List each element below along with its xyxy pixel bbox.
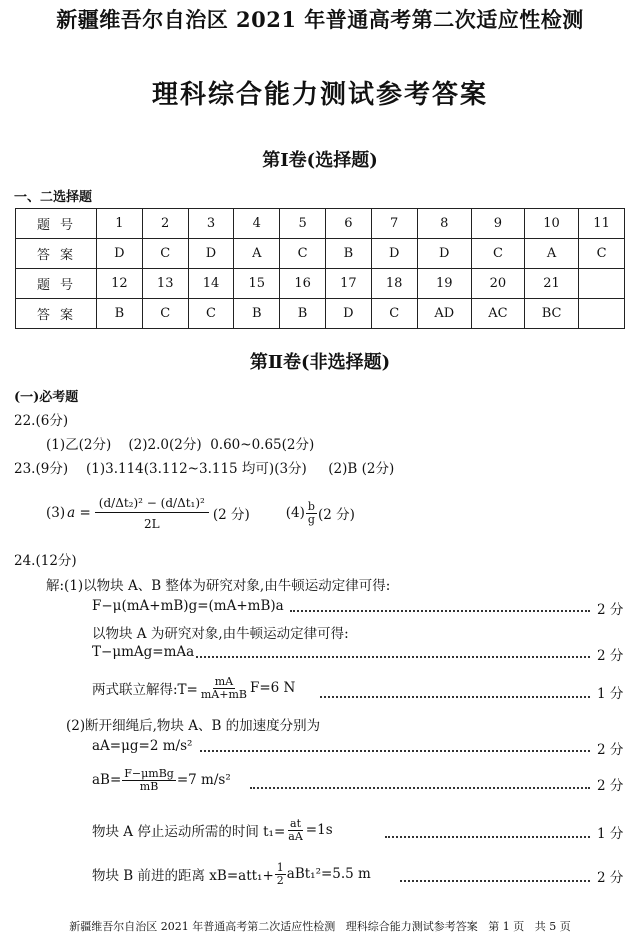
table-cell: 12 — [97, 269, 143, 299]
q23-part3-var: a = — [67, 505, 91, 521]
leader-dots — [200, 750, 590, 752]
q24-eq5-num: F−μmBg — [124, 766, 174, 780]
table-cell: 1 — [97, 209, 143, 239]
row-label: 答案 — [16, 239, 97, 269]
table-cell: B — [234, 299, 280, 329]
q24-eq3-prefix: 两式联立解得:T= — [92, 682, 198, 698]
q24-eq6-suffix: =1s — [305, 822, 333, 838]
table-cell: AC — [471, 299, 524, 329]
q24-eq3-fraction — [199, 676, 249, 701]
leader-dots — [385, 836, 590, 838]
q23-answer-line: (1)3.114(3.112~3.115 均可)(3分) (2)B (2分) — [86, 461, 395, 477]
q24-step1-text: 解:(1)以物块 A、B 整体为研究对象,由牛顿运动定律可得: — [46, 578, 391, 594]
q24-eq6-fraction — [286, 818, 305, 843]
leader-dots — [400, 880, 590, 882]
document-subtitle: 理科综合能力测试参考答案 — [151, 80, 488, 110]
q24-score-7: 2 分 — [597, 870, 624, 886]
table-cell: 21 — [524, 269, 578, 299]
table-cell: B — [97, 299, 143, 329]
q24-eq3-den: mA+mB — [200, 687, 247, 701]
table-cell: D — [417, 239, 471, 269]
table-cell: D — [97, 239, 143, 269]
table-cell — [579, 299, 625, 329]
q24-score-1: 2 分 — [597, 602, 624, 618]
table-cell: 9 — [471, 209, 524, 239]
leader-dots — [290, 610, 590, 612]
q24-score-4: 2 分 — [597, 742, 624, 758]
q24-eq7-suffix: aBt₁²=5.5 m — [286, 866, 371, 882]
table-cell: B — [325, 239, 371, 269]
q23-fraction-numerator: (d/Δt₂)² − (d/Δt₁)² — [95, 496, 209, 513]
q24-equation-6 — [92, 810, 333, 850]
q24-eq5-den: mB — [139, 779, 159, 793]
section-label: 一、二选择题 — [14, 190, 93, 205]
q24-score-3: 1 分 — [597, 686, 624, 702]
q24-step4-text: (2)断开细绳后,物块 A、B 的加速度分别为 — [66, 718, 321, 734]
page-footer: 新疆维吾尔自治区 2021 年普通高考第二次适应性检测 理科综合能力测试参考答案 第 1 页 共 5 页 — [69, 920, 571, 933]
q24-heading: 24.(12分) — [14, 553, 77, 569]
leader-dots — [196, 656, 590, 658]
table-cell: 17 — [325, 269, 371, 299]
row-label: 题号 — [16, 269, 97, 299]
q23-fraction — [95, 496, 209, 531]
q24-equation-5 — [92, 760, 231, 800]
table-cell: C — [371, 299, 417, 329]
q24-equation-7 — [92, 854, 371, 894]
q24-score-5: 2 分 — [597, 778, 624, 794]
table-cell: BC — [524, 299, 578, 329]
table-cell: 11 — [579, 209, 625, 239]
q24-score-2: 2 分 — [597, 648, 624, 664]
q22-answer: (1)乙(2分) (2)2.0(2分) 0.60~0.65(2分) — [46, 437, 315, 453]
table-cell: 10 — [524, 209, 578, 239]
table-cell: 7 — [371, 209, 417, 239]
q24-equation-3 — [92, 668, 295, 708]
q24-eq7-fraction — [275, 862, 286, 887]
table-cell: 13 — [142, 269, 188, 299]
table-row-answers-1 — [16, 239, 625, 269]
q24-eq3-num: mA — [214, 674, 234, 688]
table-cell: 8 — [417, 209, 471, 239]
table-cell: A — [524, 239, 578, 269]
leader-dots — [250, 787, 590, 789]
q24-equation-2: T−μmAg=mAa — [92, 644, 195, 660]
q24-eq5-fraction — [122, 768, 176, 793]
q23-part3-score: (2 分) — [212, 507, 250, 523]
table-cell: 14 — [188, 269, 234, 299]
q24-eq3-suffix: F=6 N — [249, 680, 296, 696]
q24-step2-text: 以物块 A 为研究对象,由牛顿运动定律可得: — [92, 626, 349, 642]
q23-part3-label: (3) — [46, 505, 66, 521]
answer-table — [15, 208, 625, 329]
q24-eq5-prefix: aB= — [92, 772, 122, 788]
table-cell: 19 — [417, 269, 471, 299]
table-cell: B — [280, 299, 326, 329]
q24-score-6: 1 分 — [597, 826, 624, 842]
table-cell: 20 — [471, 269, 524, 299]
table-cell: AD — [417, 299, 471, 329]
table-cell: D — [371, 239, 417, 269]
part2-title: 第Ⅱ卷(非选择题) — [249, 352, 391, 373]
q24-eq7-prefix: 物块 B 前进的距离 xB=att₁+ — [92, 868, 274, 884]
q24-eq6-den: aA — [288, 829, 303, 843]
table-cell: 16 — [280, 269, 326, 299]
table-cell: C — [142, 239, 188, 269]
table-cell: 15 — [234, 269, 280, 299]
q23-part4-score: (2 分) — [317, 507, 355, 523]
table-cell: 6 — [325, 209, 371, 239]
table-row-answers-2 — [16, 299, 625, 329]
required-label: (一)必考题 — [14, 390, 79, 405]
table-cell: C — [280, 239, 326, 269]
table-cell: D — [325, 299, 371, 329]
q24-eq6-prefix: 物块 A 停止运动所需的时间 t₁= — [92, 824, 286, 840]
table-cell: 18 — [371, 269, 417, 299]
q23-part4-label: (4) — [285, 505, 305, 521]
part1-title: 第Ⅰ卷(选择题) — [262, 150, 378, 171]
table-cell: A — [234, 239, 280, 269]
q22-heading: 22.(6分) — [14, 413, 69, 429]
q23-heading: 23.(9分) — [14, 461, 69, 477]
q23-part4-fraction — [306, 501, 317, 526]
row-label: 答案 — [16, 299, 97, 329]
q24-eq7-num: 1 — [276, 860, 284, 874]
q23-part4-num: b — [307, 499, 315, 513]
table-cell: C — [188, 299, 234, 329]
table-cell: D — [188, 239, 234, 269]
document-title: 新疆维吾尔自治区 2021 年普通高考第二次适应性检测 — [56, 7, 584, 32]
q23-fraction-denominator: 2L — [144, 516, 160, 531]
table-row-numbers-2 — [16, 269, 625, 299]
q24-equation-1: F−μ(mA+mB)g=(mA+mB)a — [92, 598, 284, 614]
table-cell — [579, 269, 625, 299]
table-row-numbers-1 — [16, 209, 625, 239]
q24-equation-4: aA=μg=2 m/s² — [92, 738, 193, 754]
q24-eq6-num: at — [290, 816, 302, 830]
table-cell: C — [471, 239, 524, 269]
q23-part4-den: g — [307, 512, 315, 526]
table-cell: 3 — [188, 209, 234, 239]
row-label: 题号 — [16, 209, 97, 239]
table-cell: C — [579, 239, 625, 269]
table-cell: 4 — [234, 209, 280, 239]
q24-eq7-den: 2 — [276, 873, 284, 887]
table-cell: 5 — [280, 209, 326, 239]
q24-eq5-suffix: =7 m/s² — [176, 772, 231, 788]
table-cell: 2 — [142, 209, 188, 239]
q23-formula-row — [46, 483, 355, 543]
table-cell: C — [142, 299, 188, 329]
leader-dots — [320, 696, 590, 698]
